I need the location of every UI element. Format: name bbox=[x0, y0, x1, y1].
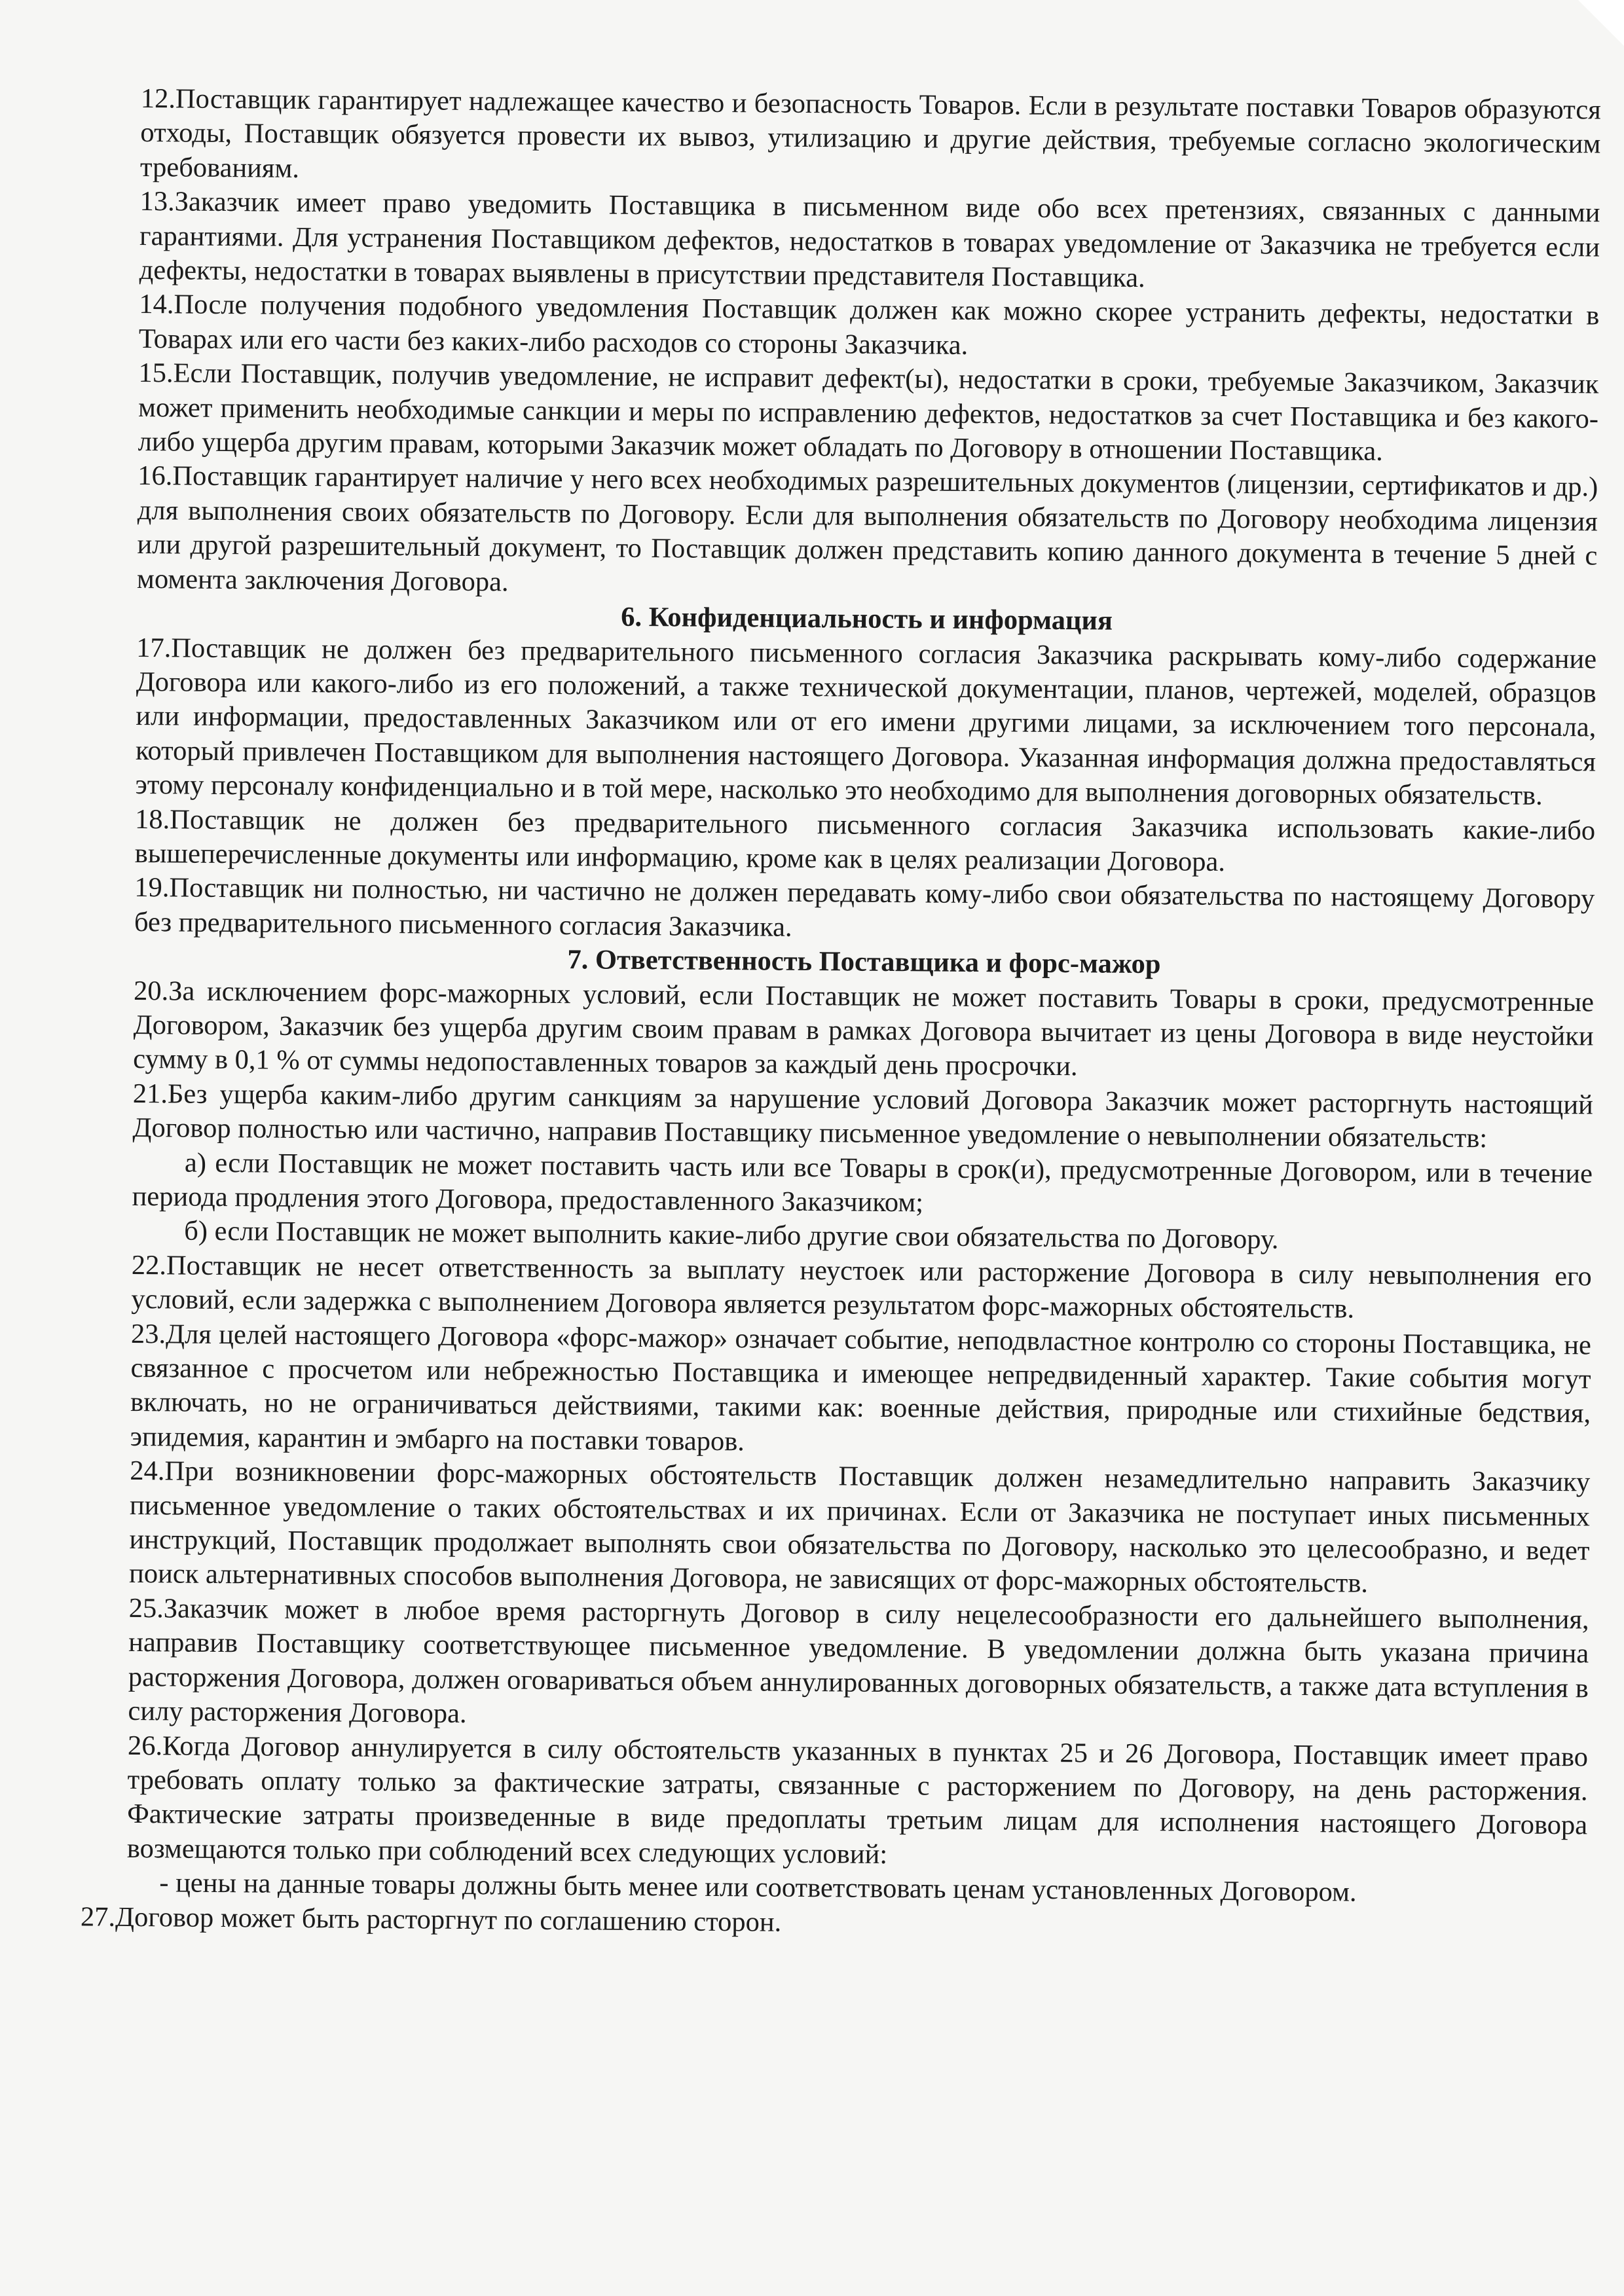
contract-page bbox=[80, 82, 1601, 1946]
clause-14: 14.После получения подобного уведомления Поставщик должен как можно скорее устранить дефекты, недостатки в Товарах или его части без каких-либо расходов со стороны Заказчика. bbox=[138, 289, 1600, 361]
section-heading-6: 6. Конфиденциальность и информация bbox=[621, 601, 1113, 636]
clause-19: 19.Поставщик ни полностью, ни частично не должен передавать кому-либо свои обязательства по настоящему Договору без предварительного письменного согласия Заказчика. bbox=[134, 872, 1595, 943]
clause-26: 26.Когда Договор аннулируется в силу обстоятельств указанных в пунктах 25 и 26 Договора, Поставщик имеет право требовать оплату только за фактические затраты, связанные с расторжением по Договору, на день расторжения. Фактические затраты произведенные в виде предоплаты третьим лицам для исполнения настоящего Договора возмещаются только при соблюдений всех следующих условий: bbox=[126, 1730, 1589, 1870]
clause-17: 17.Поставщик не должен без предварительного письменного согласия Заказчика раскрывать кому-либо содержание Договора или какого-либо из его положений, а также технической документации, планов, чертежей, моделей, образцов или информации, предоставленных Заказчиком или от его имени другими лицами, за исключением того персонала, который привлечен Поставщиком для выполнения настоящего Договора. Указанная информация должна предоставляться этому персоналу конфиденциально и в той мере, насколько это необходимо для выполнения договорных обязательств. bbox=[135, 632, 1597, 811]
clause-21: 21.Без ущерба каким-либо другим санкциям за нарушение условий Договора Заказчик может расторгнуть настоящий Договор полностью или частично, направив Поставщику письменное уведомление о невыполнении обязательств: bbox=[132, 1078, 1593, 1154]
clause-20: 20.За исключением форс-мажорных условий, если Поставщик не может поставить Товары в сроки, предусмотренные Договором, Заказчик без ущерба другим своим правам в рамках Договора вычитает из цены Договора в виде неустойки сумму в 0,1 % от суммы недопоставленных товаров за каждый день просрочки. bbox=[133, 975, 1595, 1082]
folded-corner bbox=[1578, 0, 1624, 46]
clause-26-condition: - цены на данные товары должны быть менее или соответствовать ценам установленных Договором. bbox=[159, 1867, 1357, 1908]
clause-15: 15.Если Поставщик, получив уведомление, не исправит дефект(ы), недостатки в сроки, требуемые Заказчиком, Заказчик может применить необходимые санкции и меры по исправлению дефектов, недостатков за счет Поставщика и без какого-либо ущерба другим правам, которыми Заказчик может обладать по Договору в отношении Поставщика. bbox=[138, 357, 1599, 467]
clause-22: 22.Поставщик не несет ответственность за выплату неустоек или расторжение Договора в силу невыполнения его условий, если задержка с выполнением Договора является результатом форс-мажорных обстоятельств. bbox=[131, 1249, 1592, 1324]
clause-18: 18.Поставщик не должен без предварительного письменного согласия Заказчика использовать какие-либо вышеперечисленные документы или информацию, кроме как в целях реализации Договора. bbox=[134, 803, 1596, 877]
section-heading-7: 7. Ответственность Поставщика и форс-мажор bbox=[567, 944, 1161, 980]
clause-16: 16.Поставщик гарантирует наличие у него всех необходимых разрешительных документов (лицензии, сертификатов и др.) для выполнения своих обязательств по Договору. Если для выполнения обязательств по Договору необходима лицензия или другой разрешительный документ, то Поставщик должен представить копию данного документа в течение 5 дней с момента заключения Договора. bbox=[136, 460, 1598, 598]
clause-24: 24.При возникновении форс-мажорных обстоятельств Поставщик должен незамедлительно направить Заказчику письменное уведомление о таких обстоятельствах и их причинах. Если от Заказчика не поступает иных письменных инструкций, Поставщик продолжает выполнять свои обязательства по Договору, насколько это целесообразно, и ведет поиск альтернативных способов выполнения Договора, не зависящих от форс-мажорных обстоятельств. bbox=[128, 1455, 1591, 1599]
clause-27: 27.Договор может быть расторгнут по соглашению сторон. bbox=[80, 1901, 782, 1938]
clause-21-item-b: б) если Поставщик не может выполнить какие-либо другие свои обязательства по Договору. bbox=[184, 1215, 1279, 1256]
clause-13: 13.Заказчик имеет право уведомить Поставщика в письменном виде обо всех претензиях, связанных с данными гарантиями. Для устранения Поставщиком дефектов, недостатков в товарах уведомление от Заказчика не требуется если дефекты, недостатки в товарах выявлены в присутствии представителя Поставщика. bbox=[139, 186, 1600, 294]
clause-21-item-a: а) если Поставщик не может поставить часть или все Товары в срок(и), предусмотренные Договором, или в течение периода продления этого Договора, предоставленного Заказчиком; bbox=[132, 1147, 1593, 1218]
clause-12: 12.Поставщик гарантирует надлежащее качество и безопасность Товаров. Если в результате поставки Товаров образуются отходы, Поставщик обязуется провести их вывоз, утилизацию и другие действия, требуемые согласно экологическим требованиям. bbox=[139, 82, 1601, 184]
clause-23: 23.Для целей настоящего Договора «форс-мажор» означает событие, неподвластное контролю со стороны Поставщика, не связанное с просчетом или небрежностью Поставщика и имеющее непредвиденный характер. Такие события могут включать, но не ограничиваться действиями, такими как: военные действия, природные или стихийные бедствия, эпидемия, карантин и эмбарго на поставки товаров. bbox=[130, 1318, 1592, 1457]
clause-25: 25.Заказчик может в любое время расторгнуть Договор в силу нецелесообразности его дальнейшего выполнения, направив Поставщику соответствующее письменное уведомление. В уведомлении должна быть указана причина расторжения Договора, должен оговариваться объем аннулированных договорных обязательств, а также дата вступления в силу расторжения Договора. bbox=[128, 1592, 1589, 1730]
